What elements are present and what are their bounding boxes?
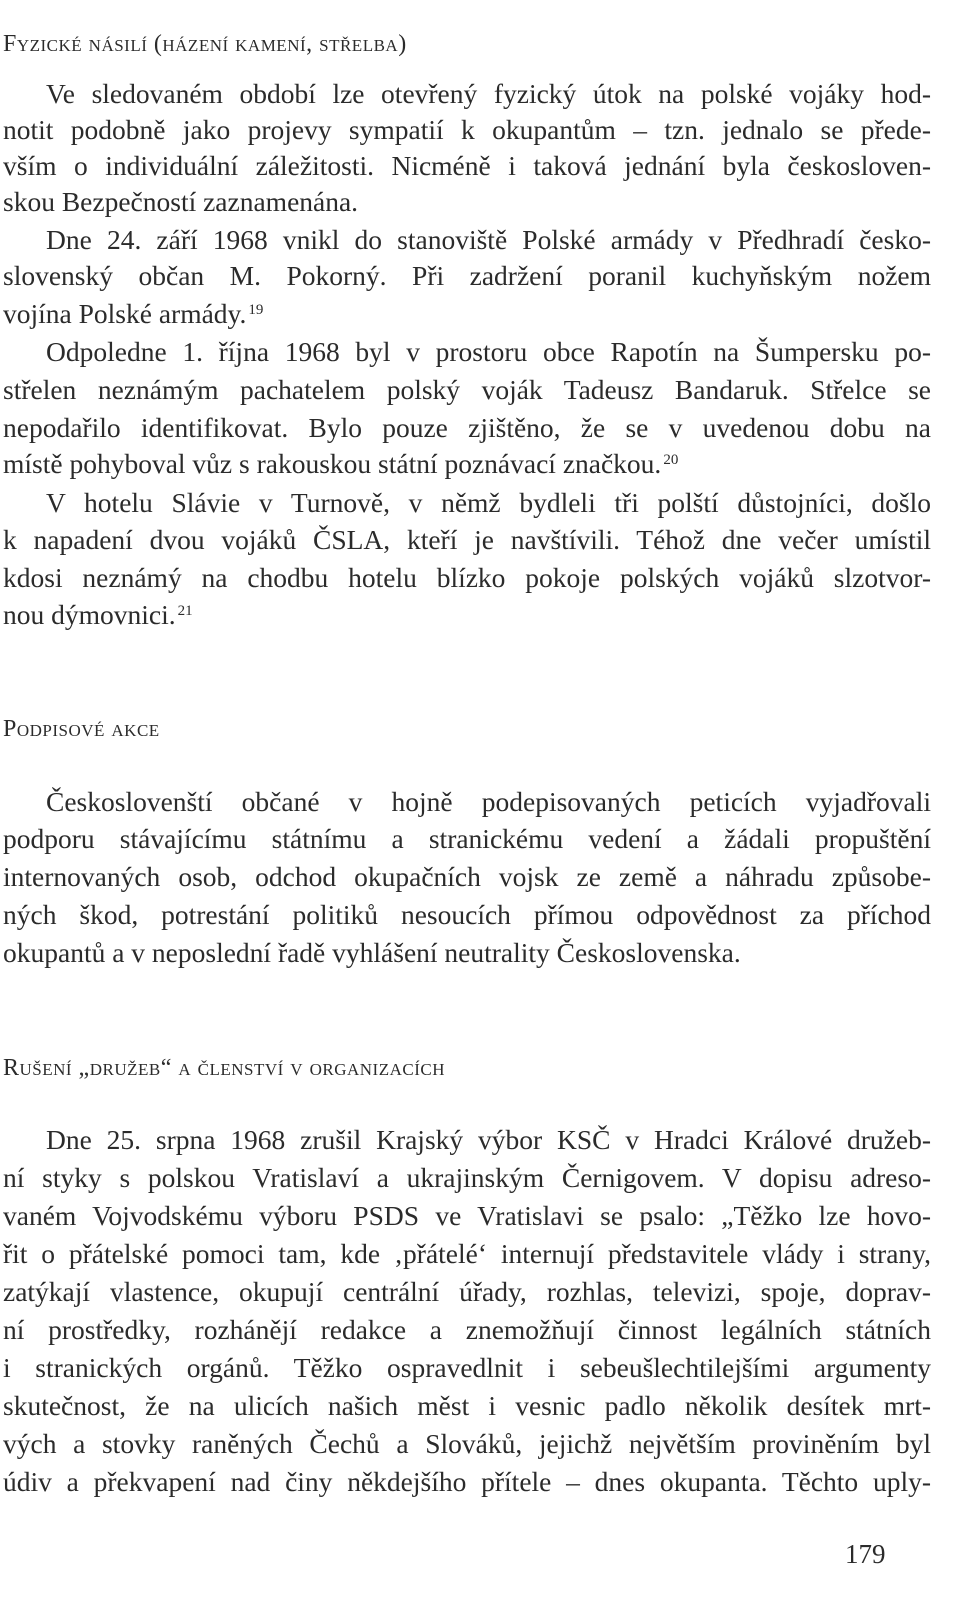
page-number: 179: [845, 1539, 886, 1569]
text-line: skutečnost, že na ulicích našich měst i vesnic padlo několik desítek mrt-: [3, 1390, 931, 1421]
text-line-content: nou dýmovnici.: [3, 599, 176, 630]
footnote-marker: 19: [248, 302, 264, 318]
text-line: střelen neznámým pachatelem polský voják Tadeusz Bandaruk. Střelce se: [3, 374, 931, 405]
footnote-marker: 21: [177, 603, 193, 619]
footnote-marker: 20: [663, 452, 679, 468]
text-line-content: vojína Polské armády.: [3, 298, 247, 329]
text-line-content: místě pohyboval vůz s rakouskou státní poznávací značkou.: [3, 448, 662, 479]
text-line: vším o individuální záležitosti. Nicméně i taková jednání byla českosloven-: [3, 150, 931, 181]
text-line: ní prostředky, rozhánějí redakce a znemožňují činnost legálních státních: [3, 1314, 931, 1345]
text-line: notit podobně jako projevy sympatií k okupantům – tzn. jednalo se přede-: [3, 114, 931, 145]
text-line: řit o přátelské pomoci tam, kde ‚přátelé‘ internují představitele vlády i strany,: [3, 1238, 931, 1269]
text-line: podporu stávajícímu státnímu a stranickému vedení a žádali propuštění: [3, 823, 931, 854]
text-line: Ve sledovaném období lze otevřený fyzický útok na polské vojáky hod-: [46, 78, 931, 109]
section-heading-partnerships: Rušení „družeb“ a členství v organizacích: [3, 1055, 445, 1081]
text-line: údiv a překvapení nad činy někdejšího přítele – dnes okupanta. Těchto uply-: [3, 1466, 931, 1497]
text-line: slovenský občan M. Pokorný. Při zadržení poranil kuchyňským nožem: [3, 260, 931, 291]
text-line: k napadení dvou vojáků ČSLA, kteří je navštívili. Téhož dne večer umístil: [3, 524, 931, 555]
text-line: zatýkají vlastence, okupují centrální úřady, rozhlas, televizi, spoje, doprav-: [3, 1276, 931, 1307]
text-line: i stranických orgánů. Těžko ospravedlnit i sebeušlechtilejšími argumenty: [3, 1352, 931, 1383]
section-heading-violence: Fyzické násilí (házení kamení, střelba): [3, 31, 407, 57]
text-line: [3, 597, 931, 633]
text-line: nepodařilo identifikovat. Bylo pouze zjištěno, že se v uvedenou dobu na: [3, 412, 931, 443]
text-line: Dne 25. srpna 1968 zrušil Krajský výbor KSČ v Hradci Králové družeb-: [46, 1124, 931, 1155]
text-line: kdosi neznámý na chodbu hotelu blízko pokoje polských vojáků slzotvor-: [3, 562, 931, 593]
text-line: ní styky s polskou Vratislaví a ukrajinským Černigovem. V dopisu adreso-: [3, 1162, 931, 1193]
text-line: vaném Vojvodskému výboru PSDS ve Vratislavi se psalo: „Těžko lze hovo-: [3, 1200, 931, 1231]
text-line: Dne 24. září 1968 vnikl do stanoviště Polské armády v Předhradí česko-: [46, 224, 931, 255]
text-line: vých a stovky raněných Čechů a Slováků, jejichž největším proviněním byl: [3, 1428, 931, 1459]
text-line: okupantů a v neposlední řadě vyhlášení neutrality Československa.: [3, 937, 741, 968]
text-line: [3, 446, 931, 482]
text-line: Českoslovenští občané v hojně podepisovaných peticích vyjadřovali: [46, 786, 931, 817]
text-line: Odpoledne 1. října 1968 byl v prostoru obce Rapotín na Šumpersku po-: [46, 336, 931, 367]
text-line: [3, 296, 931, 332]
section-heading-petitions: Podpisové akce: [3, 716, 160, 742]
text-line: internovaných osob, odchod okupačních vojsk ze země a náhradu způsobe-: [3, 861, 931, 892]
text-line: ných škod, potrestání politiků nesoucích přímou odpovědnost za příchod: [3, 899, 931, 930]
text-line: V hotelu Slávie v Turnově, v němž bydleli tři polští důstojníci, došlo: [46, 487, 931, 518]
text-line: skou Bezpečností zaznamenána.: [3, 186, 359, 217]
